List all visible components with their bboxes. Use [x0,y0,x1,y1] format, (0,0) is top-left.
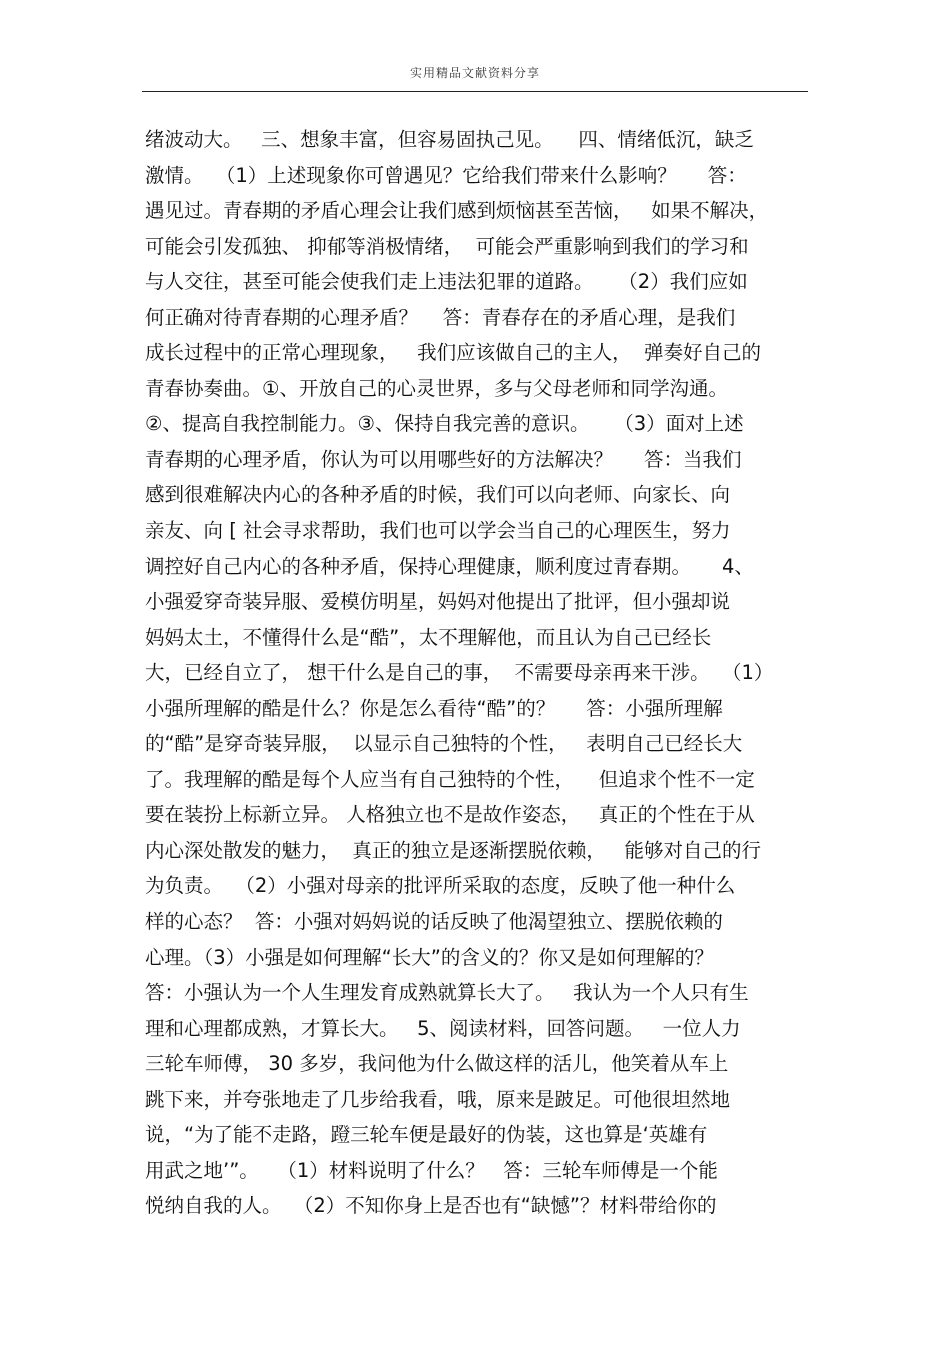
text-line: 悦纳自我的人。 （2）不知你身上是否也有“缺憾”？材料带给你的 [145,1194,717,1218]
text-line: 跳下来，并夸张地走了几步给我看，哦，原来是跛足。可他很坦然地 [145,1087,731,1111]
text-line: 内心深处散发的魅力， 真正的独立是逐渐摆脱依赖， 能够对自己的行 [145,838,761,862]
text-line: 成长过程中的正常心理现象， 我们应该做自己的主人， 弹奏好自己的 [145,341,761,365]
document-body [145,122,815,1224]
text-line: 可能会引发孤独、 抑郁等消极情绪， 可能会严重影响到我们的学习和 [145,234,749,258]
text-line: 小强爱穿奇装异服、爱模仿明星，妈妈对他提出了批评，但小强却说 [145,590,731,614]
text-line: 与人交往，甚至可能会使我们走上违法犯罪的道路。 （2）我们应如 [145,270,748,294]
text-line: 调控好自己内心的各种矛盾，保持心理健康，顺利度过青春期。 4、 [145,554,754,578]
text-line: 青春协奏曲。①、开放自己的心灵世界，多与父母老师和同学沟通。 [145,376,728,400]
text-line: 绪波动大。 三、想象丰富，但容易固执己见。 四、情绪低沉，缺乏 [145,128,754,151]
header-divider [142,91,808,92]
text-line: 样的心态？ 答：小强对妈妈说的话反映了他渴望独立、摆脱依赖的 [145,910,723,934]
text-line: 心理。（3）小强是如何理解“长大”的含义的？你又是如何理解的？ [145,945,714,969]
text-line: 为负责。 （2）小强对母亲的批评所采取的态度，反映了他一种什么 [145,874,736,898]
text-line: 大，已经自立了， 想干什么是自己的事， 不需要母亲再来干涉。 （1） [145,661,774,685]
text-line: 何正确对待青春期的心理矛盾？ 答：青春存在的矛盾心理，是我们 [145,305,736,329]
text-line: 理和心理都成熟，才算长大。 5、阅读材料，回答问题。 一位人力 [145,1016,741,1040]
text-line: 要在装扮上标新立异。 人格独立也不是故作姿态， 真正的个性在于从 [145,803,755,827]
text-line: ②、提高自我控制能力。③、保持自我完善的意识。 （3）面对上述 [145,412,744,436]
text-line: 青春期的心理矛盾，你认为可以用哪些好的方法解决？ 答：当我们 [145,447,742,471]
text-line: 妈妈太土，不懂得什么是“酷”，太不理解他，而且认为自己已经长 [145,625,712,649]
text-line: 了。我理解的酷是每个人应当有自己独特的个性， 但追求个性不一定 [145,767,755,791]
text-line: 用武之地’”。 （1）材料说明了什么？ 答：三轮车师傅是一个能 [145,1158,718,1182]
text-line: 亲友、向 [ 社会寻求帮助，我们也可以学会当自己的心理医生，努力 [145,519,731,543]
text-line: 感到很难解决内心的各种矛盾的时候，我们可以向老师、向家长、向 [145,483,731,507]
text-line: 激情。 （1）上述现象你可曾遇见？它给我们带来什么影响？ 答： [145,163,747,187]
text-line: 遇见过。青春期的矛盾心理会让我们感到烦恼甚至苦恼， 如果不解决， [145,199,769,223]
text-line: 答：小强认为一个人生理发育成熟就算长大了。 我认为一个人只有生 [145,981,749,1005]
page-header: 实用精品文献资料分享 [409,66,540,80]
text-line: 的“酷”是穿奇装异服， 以显示自己独特的个性， 表明自己已经长大 [145,732,743,756]
text-line: 小强所理解的酷是什么？你是怎么看待“酷”的？ 答：小强所理解 [145,696,723,720]
text-line: 说，“为了能不走路，蹬三轮车便是最好的伪装，这也算是‘英雄有 [145,1123,708,1147]
text-line: 三轮车师傅， 30 多岁，我问他为什么做这样的活儿，他笑着从车上 [145,1052,729,1076]
